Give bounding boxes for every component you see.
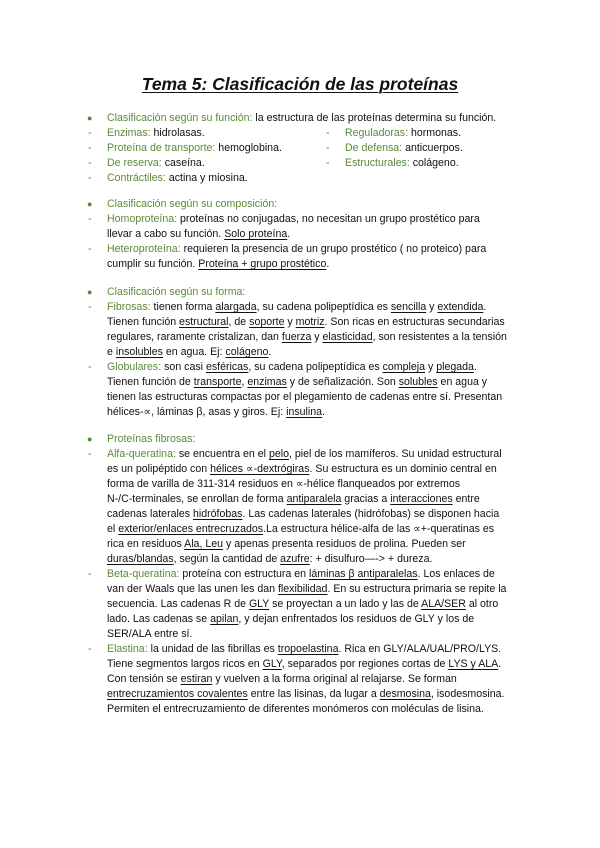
section-heading: ● Clasificación según su función: la estructura de las proteínas determina su función. — [87, 112, 497, 124]
dash-icon: - — [88, 361, 92, 373]
list-item: - Heteroproteína: requieren la presencia de un grupo prostético ( no proteico) para — [88, 243, 487, 255]
bullet-icon: ● — [87, 113, 93, 123]
bullet-icon: ● — [87, 434, 93, 444]
dash-icon: - — [326, 127, 330, 139]
section-heading: ● Clasificación según su forma: — [87, 286, 246, 298]
list-item: - Alfa-queratina: se encuentra en el pelo, piel de los mamíferos. Su unidad estructural — [88, 448, 502, 460]
dash-icon: - — [88, 301, 92, 313]
bullet-icon: ● — [87, 199, 93, 209]
list-item: - Globulares: son casi esféricas, su cadena polipeptídica es compleja y plegada. — [88, 361, 477, 373]
dash-icon: - — [88, 643, 92, 655]
dash-icon: - — [88, 213, 92, 225]
dash-icon: - — [88, 127, 92, 139]
list-item: - Homoproteína: proteínas no conjugadas, no necesitan un grupo prostético para — [88, 213, 480, 225]
section-fibrous-proteins: ● Proteínas fibrosas: - Alfa-queratina: se encuentra en el pelo, piel de los mamíferos. Su unidad estructural es un polipéptido con hélices ∝-dextrógiras. Su estructura es un dominio central en forma de varilla de 311-314 residuos en ∝-hélice flanqueados por extremos N-/C-terminales, se enrollan de forma antiparalela gracias a interacciones entre cadenas laterales hidrófobas. Las cadenas laterales (hidrófobas) se disponen hacia el exterior/enlaces entrecruzados.La estructura hélice-alfa de las ∝+-queratinas es rica en residuos Ala, Leu y apenas presenta residuos de prolina. Pueden ser duras/blandas, según la cantidad de azufre: + disulfuro—-> + dureza. - Beta-queratina: proteína con estructura en láminas β antiparalelas. Los enlaces de van der Waals que las unen les dan flexibilidad. En su estructura primaria se repite la secuencia. Las cadenas R de GLY se proyectan a un lado y las de ALA/SER al otro lado. Las cadenas se apilan, y dejan enfrentados los residuos de GLY y los de SER/ALA entre sí. - Elastina: la unidad de las fibrillas es tropoelastina. Rica en GLY/ALA/UAL/PRO/LYS. Tiene segmentos largos ricos en GLY, separados por regiones cortas de LYS y ALA. Con tensión se estiran y vuelven a la forma original al relajarse. Se forman entrecruzamientos covalentes entre las lisinas, da lugar a desmosina, isodesmosina. Permiten el entrecruzamiento de diferentes monómeros con moléculas de lisina. — [0, 432, 600, 717]
section-composition: ● Clasificación según su composición: - Homoproteína: proteínas no conjugadas, no necesitan un grupo prostético para llevar a cabo su función. Solo proteína. - Heteroproteína: requieren la presencia de un grupo prostético ( no proteico) para cumplir su función. Proteína + grupo prostético. — [0, 197, 600, 272]
section-function — [0, 111, 600, 186]
dash-icon: - — [88, 142, 92, 154]
list-item: - Enzimas: hidrolasas. - Reguladoras: hormonas. — [88, 127, 462, 139]
bullet-icon: ● — [87, 287, 93, 297]
dash-icon: - — [326, 157, 330, 169]
section-shape: ● Clasificación según su forma: - Fibrosas: tienen forma alargada, su cadena polipeptídica es sencilla y extendida. Tienen función estructural, de soporte y motriz. Son ricas en estructuras secundarias regulares, raramente cristalizan, dan fuerza y elasticidad, son resistentes a la tensión e insolubles en agua. Ej: colágeno. - Globulares: son casi esféricas, su cadena polipeptídica es compleja y plegada. Tienen función de transporte, enzimas y de señalización. Son solubles en agua y tienen las estructuras compactas por el plegamiento de cadenas entre sí. Presentan hélices-∝, láminas β, asas y giros. Ej: insulina. — [0, 285, 600, 420]
dash-icon: - — [88, 157, 92, 169]
dash-icon: - — [88, 448, 92, 460]
page-title: Tema 5: Clasificación de las proteínas — [141, 74, 459, 94]
section-heading: ● Clasificación según su composición: — [87, 198, 278, 210]
list-item: - Contráctiles: actina y miosina. — [88, 172, 248, 184]
dash-icon: - — [326, 142, 330, 154]
dash-icon: - — [88, 568, 92, 580]
list-item: - Proteína de transporte: hemoglobina. - De defensa: anticuerpos. — [88, 142, 463, 154]
list-item: - Beta-queratina: proteína con estructura en láminas β antiparalelas. Los enlaces de — [88, 568, 495, 580]
dash-icon: - — [88, 172, 92, 184]
dash-icon: - — [88, 243, 92, 255]
section-heading: ● Proteínas fibrosas: — [87, 433, 196, 445]
list-item: - Fibrosas: tienen forma alargada, su cadena polipeptídica es sencilla y extendida. — [88, 301, 487, 313]
list-item: - De reserva: caseína. - Estructurales: colágeno. — [88, 157, 459, 169]
list-item: - Elastina: la unidad de las fibrillas es tropoelastina. Rica en GLY/ALA/UAL/PRO/LYS. — [88, 643, 502, 655]
